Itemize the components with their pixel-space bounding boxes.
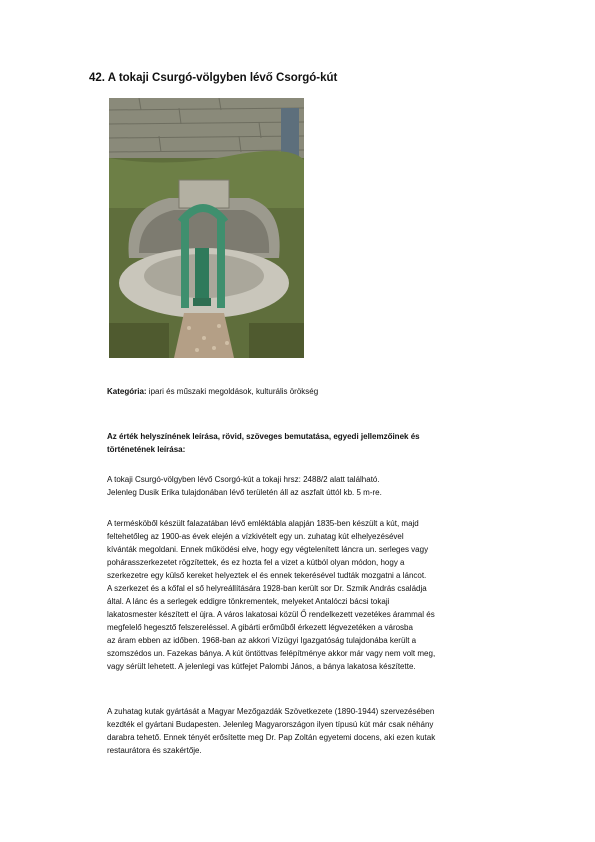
text-line: pohárasszerkezetet rögzítettek, és ez hozta fel a vizet a kútból olyan módon, hogy a — [107, 558, 405, 567]
category-label: Kategória: — [107, 387, 147, 396]
text-line: A termésköből készült falazatában lévő emléktábla alapján 1835-ben készült a kút, majd — [107, 519, 419, 528]
text-line: szomszédos un. Fazekas bánya. A kút öntöttvas felépítménye akkor már vagy nem volt meg, — [107, 649, 436, 658]
text-line: szerkezetre egy külső kereket helyeztek el és ennek tekerésével tudták mozgatni a láncot. — [107, 571, 427, 580]
text-line: Jelenleg Dusik Erika tulajdonában lévő területén áll az aszfalt úttól kb. 5 m-re. — [107, 488, 382, 497]
section-heading-line: Az érték helyszínének leírása, rövid, szöveges bemutatása, egyedi jellemzőinek és — [107, 432, 420, 441]
text-line: által. A lánc és a serlegek eddigre tönkrementek, melyeket Antalóczi bácsi tokaji — [107, 597, 390, 606]
section-heading — [107, 430, 527, 456]
text-line: feltehetőleg az 1900-as évek elején a vízkivételt egy un. zuhatag kút elhelyezésével — [107, 532, 404, 541]
section-heading-line: történetének leírása: — [107, 445, 186, 454]
text-line: A szerkezet és a kőfal el ső helyreállítására 1928-ban került sor Dr. Szmik András családja — [107, 584, 427, 593]
paragraph-location — [107, 473, 527, 499]
paragraph-history — [107, 517, 527, 673]
text-line: lakatosmester készített el újra. A város lakatosai közül Ő rendelkezett vezetékes árammal és — [107, 610, 435, 619]
text-line: restaurátora és szakértője. — [107, 746, 202, 755]
text-line: kezdték el gyártani Budapesten. Jelenleg Magyarországon ilyen típusú kút már csak néhány — [107, 720, 434, 729]
text-line: vagy sérült lehetett. A jelenlegi vas kútfejet Palombi János, a bánya lakatosa készítette. — [107, 662, 416, 671]
text-line: A tokaji Csurgó-völgyben lévő Csorgó-kút a tokaji hrsz: 2488/2 alatt található. — [107, 475, 380, 484]
text-line: kívánták megoldani. Ennek működési elve, hogy egy végtelenített láncra un. serleges vagy — [107, 545, 429, 554]
text-line: az áram ebben az időben. 1968-ban az akkori Vízügyi Igazgatóság tulajdonába került a — [107, 636, 417, 645]
category-value: ipari és műszaki megoldások, kulturális örökség — [146, 387, 319, 396]
text-line: megfelelő hegesztő felszereléssel. A gibárti erőműből érkezett légvezetéken a városba — [107, 623, 413, 632]
paragraph-manufacture — [107, 705, 527, 757]
text-line: A zuhatag kutak gyártását a Magyar Mezőgazdák Szövetkezete (1890-1944) szervezésében — [107, 707, 435, 716]
fountain-photo — [109, 98, 304, 358]
page-title: 42. A tokaji Csurgó-völgyben lévő Csorgó-kút — [89, 72, 338, 84]
category-line — [107, 385, 527, 398]
text-line: darabra tehető. Ennek tényét erősítette meg Dr. Pap Zoltán egyetemi docens, aki ezen kutak — [107, 733, 436, 742]
